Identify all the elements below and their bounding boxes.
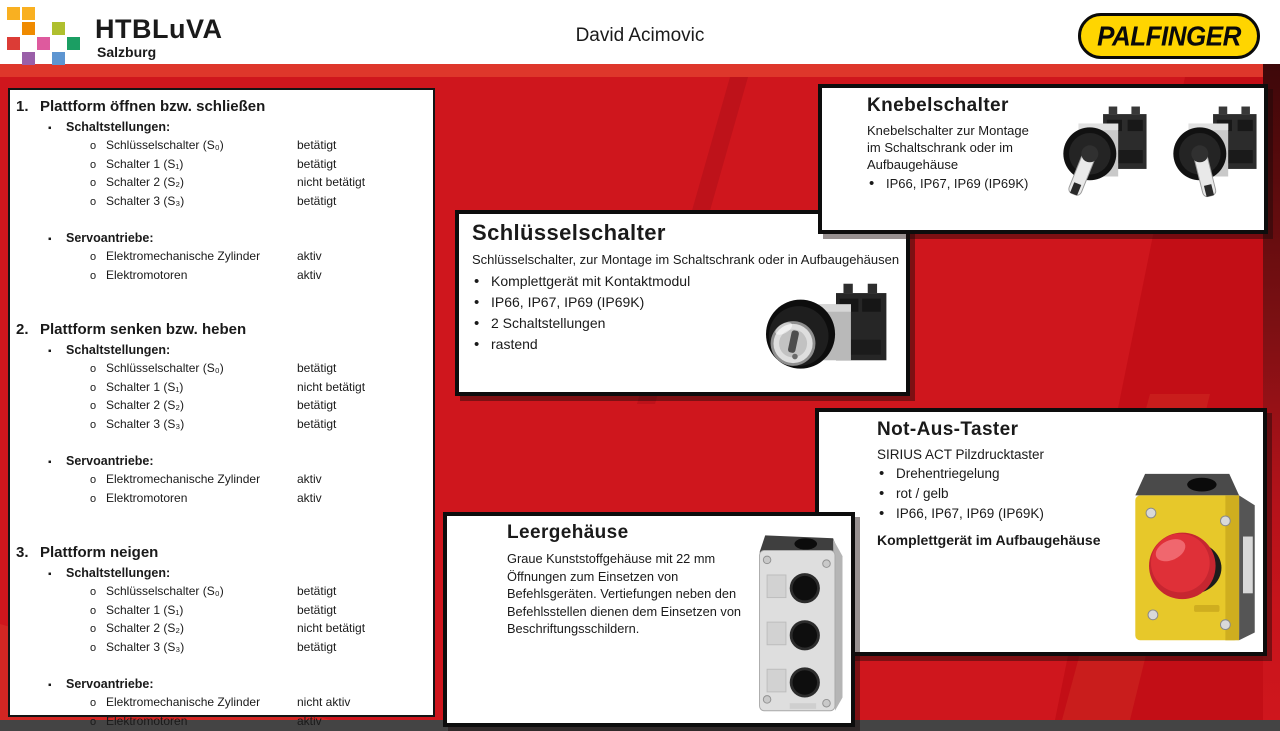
circle-bullet-icon xyxy=(90,490,106,509)
servoantriebe-group xyxy=(10,230,433,285)
school-logo-city: Salzburg xyxy=(97,44,156,60)
section-number: 3. xyxy=(10,543,40,562)
servoantriebe-group xyxy=(10,676,433,731)
circle-bullet-icon xyxy=(90,174,106,193)
schaltstellungen-group xyxy=(10,119,433,211)
circle-bullet-icon xyxy=(90,156,106,175)
state-row: o Elektromotoren aktiv xyxy=(10,490,433,509)
state-value: aktiv xyxy=(297,713,433,731)
card-title: Schlüsselschalter xyxy=(472,220,906,246)
section-number: 1. xyxy=(10,97,40,116)
schaltstellungen-group xyxy=(10,565,433,657)
state-row: o Elektromotoren aktiv xyxy=(10,267,433,286)
card-knebelschalter xyxy=(818,84,1268,234)
state-value: betätigt xyxy=(297,397,433,416)
logo-mosaic-square xyxy=(22,7,35,20)
school-logo-name: HTBLuVA xyxy=(95,14,222,45)
state-row: o Schalter 2 (S₂) nicht betätigt xyxy=(10,174,433,193)
state-value: nicht betätigt xyxy=(297,620,433,639)
state-value: betätigt xyxy=(297,193,433,212)
card-bullet-list: • Drehentriegelung • rot / gelb • IP66, IP67, IP69 (IP69K) xyxy=(877,464,1263,524)
state-value: aktiv xyxy=(297,267,433,286)
state-value: betätigt xyxy=(297,583,433,602)
circle-bullet-icon xyxy=(90,694,106,713)
section-heading xyxy=(10,543,433,562)
state-row: o Schalter 1 (S₁) betätigt xyxy=(10,156,433,175)
circle-bullet-icon xyxy=(90,639,106,658)
header-bar xyxy=(0,0,1280,64)
state-value: aktiv xyxy=(297,471,433,490)
square-bullet-icon xyxy=(48,453,66,471)
state-value: nicht aktiv xyxy=(297,694,433,713)
card-not-aus-taster xyxy=(815,408,1267,656)
state-row: o Schalter 3 (S₃) betätigt xyxy=(10,416,433,435)
square-bullet-icon xyxy=(48,119,66,137)
section-title: Plattform neigen xyxy=(40,543,158,562)
logo-mosaic-square xyxy=(22,52,35,65)
circle-bullet-icon xyxy=(90,397,106,416)
state-value: betätigt xyxy=(297,360,433,379)
circle-bullet-icon xyxy=(90,137,106,156)
card-title: Knebelschalter xyxy=(867,95,1264,117)
circle-bullet-icon xyxy=(90,471,106,490)
square-bullet-icon xyxy=(48,676,66,694)
state-row: o Schlüsselschalter (S₀) betätigt xyxy=(10,137,433,156)
group-label: Schaltstellungen: xyxy=(66,565,170,583)
card-title: Not-Aus-Taster xyxy=(877,419,1263,441)
state-value: nicht betätigt xyxy=(297,379,433,398)
card-schluesselschalter xyxy=(455,210,910,396)
state-value: aktiv xyxy=(297,490,433,509)
palfinger-logo xyxy=(1078,13,1260,59)
square-bullet-icon xyxy=(48,230,66,248)
state-value: aktiv xyxy=(297,248,433,267)
card-description: Knebelschalter zur Montage im Schaltschrank oder im Aufbaugehäuse xyxy=(867,122,1045,173)
card-description: Schlüsselschalter, zur Montage im Schaltschrank oder in Aufbaugehäusen xyxy=(472,252,907,267)
state-row: o Schalter 3 (S₃) betätigt xyxy=(10,639,433,658)
card-title: Leergehäuse xyxy=(507,522,851,544)
empty-enclosure-image xyxy=(752,528,851,720)
circle-bullet-icon xyxy=(90,713,106,731)
group-label: Servoantriebe: xyxy=(66,230,154,248)
circle-bullet-icon xyxy=(90,416,106,435)
key-switch-image xyxy=(741,280,903,392)
platform-states-panel xyxy=(8,88,435,717)
state-row: o Elektromechanische Zylinder nicht aktiv xyxy=(10,694,433,713)
card-footer: Komplettgerät im Aufbaugehäuse xyxy=(877,532,1263,548)
card-leergehaeuse xyxy=(443,512,855,727)
section-title: Plattform senken bzw. heben xyxy=(40,320,246,339)
circle-bullet-icon xyxy=(90,360,106,379)
circle-bullet-icon xyxy=(90,620,106,639)
state-row: o Schalter 3 (S₃) betätigt xyxy=(10,193,433,212)
state-row: o Schlüsselschalter (S₀) betätigt xyxy=(10,583,433,602)
circle-bullet-icon xyxy=(90,602,106,621)
state-row: o Schalter 1 (S₁) nicht betätigt xyxy=(10,379,433,398)
header-divider-line xyxy=(0,64,1280,77)
state-row: o Elektromotoren aktiv xyxy=(10,713,433,731)
section-plattform-senken xyxy=(10,320,433,521)
card-description: SIRIUS ACT Pilzdrucktaster xyxy=(877,447,1263,462)
knob-switch-image xyxy=(1052,94,1156,224)
circle-bullet-icon xyxy=(90,267,106,286)
servoantriebe-group xyxy=(10,453,433,508)
section-heading xyxy=(10,320,433,339)
state-row: o Schalter 2 (S₂) nicht betätigt xyxy=(10,620,433,639)
circle-bullet-icon xyxy=(90,193,106,212)
logo-mosaic-square xyxy=(7,7,20,20)
logo-mosaic-square xyxy=(52,52,65,65)
section-plattform-neigen xyxy=(10,543,433,731)
card-bullet-list: • IP66, IP67, IP69 (IP69K) xyxy=(867,175,1264,193)
group-label: Schaltstellungen: xyxy=(66,342,170,360)
state-value: betätigt xyxy=(297,602,433,621)
circle-bullet-icon xyxy=(90,248,106,267)
section-plattform-oeffnen xyxy=(10,97,433,298)
card-description: Graue Kunststoffgehäuse mit 22 mm Öffnungen zum Einsetzen von Befehlsgeräten. Vertiefungen neben den Befehlsstellen dienen dem Einsetzen von Beschriftungsschildern. xyxy=(507,550,749,638)
state-row: o Schalter 2 (S₂) betätigt xyxy=(10,397,433,416)
circle-bullet-icon xyxy=(90,583,106,602)
square-bullet-icon xyxy=(48,565,66,583)
circle-bullet-icon xyxy=(90,379,106,398)
state-row: o Schalter 1 (S₁) betätigt xyxy=(10,602,433,621)
state-value: betätigt xyxy=(297,137,433,156)
state-value: betätigt xyxy=(297,639,433,658)
group-label: Schaltstellungen: xyxy=(66,119,170,137)
state-value: betätigt xyxy=(297,416,433,435)
group-label: Servoantriebe: xyxy=(66,453,154,471)
emergency-stop-image xyxy=(1127,468,1265,654)
section-number: 2. xyxy=(10,320,40,339)
schaltstellungen-group xyxy=(10,342,433,434)
square-bullet-icon xyxy=(48,342,66,360)
state-value: betätigt xyxy=(297,156,433,175)
section-title: Plattform öffnen bzw. schließen xyxy=(40,97,265,116)
state-row: o Schlüsselschalter (S₀) betätigt xyxy=(10,360,433,379)
state-row: o Elektromechanische Zylinder aktiv xyxy=(10,471,433,490)
palfinger-logo-text: PALFINGER xyxy=(1097,20,1241,53)
card-bullet-list: • Komplettgerät mit Kontaktmodul • IP66, IP67, IP69 (IP69K) • 2 Schaltstellungen • rastend xyxy=(472,271,906,355)
knob-switch-image xyxy=(1162,94,1266,224)
state-value: nicht betätigt xyxy=(297,174,433,193)
author-name: David Acimovic xyxy=(0,25,1280,47)
state-row: o Elektromechanische Zylinder aktiv xyxy=(10,248,433,267)
group-label: Servoantriebe: xyxy=(66,676,154,694)
section-heading xyxy=(10,97,433,116)
